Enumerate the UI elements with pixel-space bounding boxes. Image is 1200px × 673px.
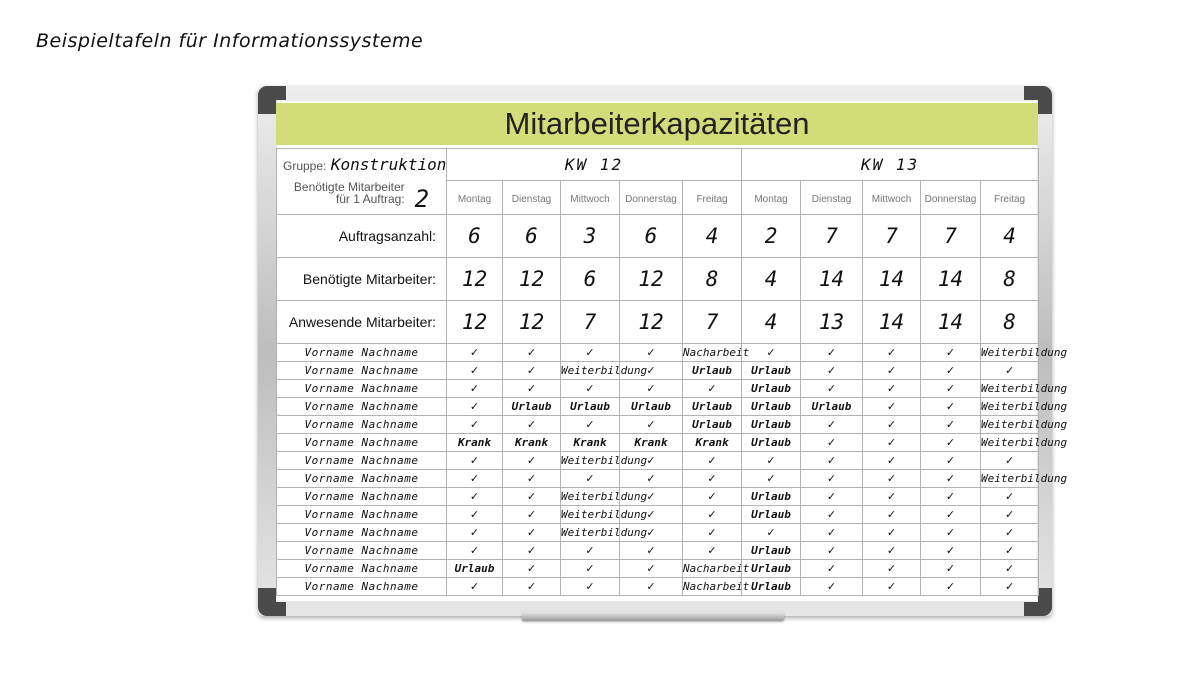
check-icon: ✓ <box>921 398 981 416</box>
status-cell: Urlaub <box>683 416 742 434</box>
day-header <box>683 181 742 215</box>
employee-name: Vorname Nachname <box>277 398 447 416</box>
check-icon: ✓ <box>742 524 801 542</box>
group-value: Konstruktion <box>330 154 447 174</box>
check-icon: ✓ <box>801 434 863 452</box>
employee-row <box>277 542 1039 560</box>
employee-name: Vorname Nachname <box>277 416 447 434</box>
summary-value: 4 <box>742 258 801 301</box>
capacity-grid <box>276 148 1068 596</box>
check-icon: ✓ <box>742 452 801 470</box>
employee-name: Vorname Nachname <box>277 506 447 524</box>
check-icon: ✓ <box>801 524 863 542</box>
day-label: Dienstag <box>811 193 852 205</box>
status-cell: Urlaub <box>742 506 801 524</box>
check-icon: ✓ <box>561 344 620 362</box>
summary-value: 8 <box>981 301 1039 344</box>
employee-name: Vorname Nachname <box>277 380 447 398</box>
employee-row <box>277 488 1039 506</box>
check-icon: ✓ <box>620 578 683 596</box>
check-icon: ✓ <box>863 434 921 452</box>
status-cell: Urlaub <box>742 416 801 434</box>
check-icon: ✓ <box>981 578 1039 596</box>
check-icon: ✓ <box>921 344 981 362</box>
check-icon: ✓ <box>921 506 981 524</box>
check-icon: ✓ <box>863 560 921 578</box>
summary-value: 7 <box>561 301 620 344</box>
summary-value: 6 <box>620 215 683 258</box>
status-cell: Krank <box>447 434 503 452</box>
check-icon: ✓ <box>863 398 921 416</box>
check-icon: ✓ <box>921 524 981 542</box>
summary-value: 8 <box>981 258 1039 301</box>
status-cell: Urlaub <box>683 362 742 380</box>
employee-name: Vorname Nachname <box>277 362 447 380</box>
check-icon: ✓ <box>981 524 1039 542</box>
needed-label-line: für 1 Auftrag: <box>335 192 405 207</box>
summary-row <box>277 258 1039 301</box>
check-icon: ✓ <box>620 452 683 470</box>
check-icon: ✓ <box>620 470 683 488</box>
check-icon: ✓ <box>561 542 620 560</box>
status-cell: Krank <box>620 434 683 452</box>
check-icon: ✓ <box>561 578 620 596</box>
check-icon: ✓ <box>447 542 503 560</box>
day-header <box>801 181 863 215</box>
summary-value: 12 <box>620 301 683 344</box>
day-header <box>447 181 503 215</box>
check-icon: ✓ <box>561 380 620 398</box>
check-icon: ✓ <box>620 488 683 506</box>
check-icon: ✓ <box>863 524 921 542</box>
check-icon: ✓ <box>921 542 981 560</box>
check-icon: ✓ <box>801 416 863 434</box>
check-icon: ✓ <box>683 542 742 560</box>
summary-value: 13 <box>801 301 863 344</box>
needed-label-line: Benötigte Mitarbeiter <box>293 180 405 195</box>
check-icon: ✓ <box>921 452 981 470</box>
check-icon: ✓ <box>981 542 1039 560</box>
summary-row-label: Anwesende Mitarbeiter: <box>277 301 447 344</box>
day-label: Montag <box>754 193 788 205</box>
summary-value: 7 <box>683 301 742 344</box>
status-cell: Urlaub <box>742 488 801 506</box>
summary-row-label: Auftragsanzahl: <box>277 215 447 258</box>
check-icon: ✓ <box>447 380 503 398</box>
status-cell: Weiterbildung <box>981 398 1039 416</box>
summary-row <box>277 301 1039 344</box>
summary-value: 2 <box>742 215 801 258</box>
check-icon: ✓ <box>503 380 561 398</box>
check-icon: ✓ <box>921 416 981 434</box>
check-icon: ✓ <box>503 578 561 596</box>
check-icon: ✓ <box>447 488 503 506</box>
check-icon: ✓ <box>503 362 561 380</box>
employee-row <box>277 434 1039 452</box>
check-icon: ✓ <box>447 398 503 416</box>
check-icon: ✓ <box>620 380 683 398</box>
marker-tray <box>522 612 784 621</box>
summary-value: 4 <box>981 215 1039 258</box>
capacity-table <box>276 148 1068 596</box>
whiteboard <box>276 100 1068 602</box>
check-icon: ✓ <box>683 524 742 542</box>
employee-name: Vorname Nachname <box>277 578 447 596</box>
check-icon: ✓ <box>561 470 620 488</box>
summary-value: 6 <box>447 215 503 258</box>
check-icon: ✓ <box>801 380 863 398</box>
check-icon: ✓ <box>863 362 921 380</box>
summary-value: 6 <box>503 215 561 258</box>
status-cell: Weiterbildung <box>561 506 620 524</box>
status-cell: Krank <box>503 434 561 452</box>
summary-value: 12 <box>620 258 683 301</box>
status-cell: Weiterbildung <box>561 488 620 506</box>
check-icon: ✓ <box>503 488 561 506</box>
employee-name: Vorname Nachname <box>277 434 447 452</box>
check-icon: ✓ <box>503 542 561 560</box>
employee-row <box>277 380 1039 398</box>
employee-row <box>277 416 1039 434</box>
status-cell: Urlaub <box>742 434 801 452</box>
employee-name: Vorname Nachname <box>277 524 447 542</box>
summary-value: 4 <box>742 301 801 344</box>
day-label: Freitag <box>696 193 728 205</box>
check-icon: ✓ <box>801 452 863 470</box>
check-icon: ✓ <box>863 380 921 398</box>
check-icon: ✓ <box>863 578 921 596</box>
check-icon: ✓ <box>981 506 1039 524</box>
employee-row <box>277 560 1039 578</box>
status-cell: Urlaub <box>801 398 863 416</box>
employee-row <box>277 524 1039 542</box>
day-header <box>981 181 1039 215</box>
status-cell: Urlaub <box>683 398 742 416</box>
check-icon: ✓ <box>921 380 981 398</box>
status-cell: Nacharbeit <box>683 578 742 596</box>
check-icon: ✓ <box>620 344 683 362</box>
employee-row <box>277 452 1039 470</box>
needed-per-order-cell <box>277 181 447 215</box>
check-icon: ✓ <box>981 362 1039 380</box>
check-icon: ✓ <box>921 362 981 380</box>
status-cell: Nacharbeit <box>683 344 742 362</box>
summary-value: 14 <box>863 258 921 301</box>
summary-value: 7 <box>801 215 863 258</box>
check-icon: ✓ <box>447 452 503 470</box>
check-icon: ✓ <box>683 452 742 470</box>
group-label: Gruppe: <box>283 158 327 173</box>
week-header <box>447 149 742 181</box>
check-icon: ✓ <box>447 362 503 380</box>
summary-value: 14 <box>863 301 921 344</box>
summary-row-label: Benötigte Mitarbeiter: <box>277 258 447 301</box>
employee-name: Vorname Nachname <box>277 452 447 470</box>
status-cell: Urlaub <box>561 398 620 416</box>
group-cell <box>277 149 447 181</box>
check-icon: ✓ <box>447 470 503 488</box>
check-icon: ✓ <box>620 506 683 524</box>
check-icon: ✓ <box>863 470 921 488</box>
day-label: Freitag <box>993 193 1026 205</box>
status-cell: Urlaub <box>742 380 801 398</box>
check-icon: ✓ <box>801 542 863 560</box>
check-icon: ✓ <box>921 434 981 452</box>
check-icon: ✓ <box>620 416 683 434</box>
employee-row <box>277 506 1039 524</box>
summary-value: 4 <box>683 215 742 258</box>
check-icon: ✓ <box>561 416 620 434</box>
day-label: Mittwoch <box>871 193 912 205</box>
day-header <box>620 181 683 215</box>
check-icon: ✓ <box>620 560 683 578</box>
status-cell: Weiterbildung <box>981 380 1039 398</box>
status-cell: Weiterbildung <box>981 344 1039 362</box>
status-cell: Krank <box>561 434 620 452</box>
needed-per-order-value: 2 <box>414 185 430 214</box>
day-header <box>503 181 561 215</box>
check-icon: ✓ <box>921 488 981 506</box>
board-title: Mitarbeiterkapazitäten <box>276 103 1038 145</box>
status-cell: Urlaub <box>620 398 683 416</box>
check-icon: ✓ <box>503 560 561 578</box>
check-icon: ✓ <box>447 344 503 362</box>
status-cell: Urlaub <box>503 398 561 416</box>
check-icon: ✓ <box>503 524 561 542</box>
check-icon: ✓ <box>620 524 683 542</box>
page-caption: Beispieltafeln für Informationssysteme <box>36 30 424 52</box>
check-icon: ✓ <box>801 560 863 578</box>
week-header <box>742 149 1039 181</box>
check-icon: ✓ <box>981 488 1039 506</box>
status-cell: Weiterbildung <box>981 416 1039 434</box>
status-cell: Weiterbildung <box>561 362 620 380</box>
check-icon: ✓ <box>503 344 561 362</box>
status-cell: Urlaub <box>742 362 801 380</box>
check-icon: ✓ <box>921 560 981 578</box>
employee-name: Vorname Nachname <box>277 542 447 560</box>
employee-name: Vorname Nachname <box>277 344 447 362</box>
check-icon: ✓ <box>863 506 921 524</box>
check-icon: ✓ <box>742 344 801 362</box>
needed-per-order-label <box>294 181 405 205</box>
day-header <box>561 181 620 215</box>
status-cell: Nacharbeit <box>683 560 742 578</box>
check-icon: ✓ <box>863 542 921 560</box>
day-header <box>742 181 801 215</box>
check-icon: ✓ <box>801 506 863 524</box>
check-icon: ✓ <box>561 560 620 578</box>
employee-name: Vorname Nachname <box>277 470 447 488</box>
check-icon: ✓ <box>503 470 561 488</box>
check-icon: ✓ <box>921 578 981 596</box>
status-cell: Weiterbildung <box>561 452 620 470</box>
check-icon: ✓ <box>863 344 921 362</box>
check-icon: ✓ <box>620 542 683 560</box>
week-label: KW 12 <box>564 154 624 174</box>
check-icon: ✓ <box>801 362 863 380</box>
check-icon: ✓ <box>801 344 863 362</box>
employee-row <box>277 362 1039 380</box>
status-cell: Urlaub <box>447 560 503 578</box>
day-label: Mittwoch <box>570 193 610 205</box>
check-icon: ✓ <box>503 416 561 434</box>
check-icon: ✓ <box>742 470 801 488</box>
check-icon: ✓ <box>981 452 1039 470</box>
status-cell: Urlaub <box>742 542 801 560</box>
status-cell: Urlaub <box>742 560 801 578</box>
status-cell: Weiterbildung <box>981 470 1039 488</box>
summary-value: 7 <box>921 215 981 258</box>
summary-value: 12 <box>447 258 503 301</box>
day-label: Donnerstag <box>924 193 977 205</box>
check-icon: ✓ <box>801 488 863 506</box>
check-icon: ✓ <box>981 560 1039 578</box>
check-icon: ✓ <box>683 470 742 488</box>
check-icon: ✓ <box>683 506 742 524</box>
summary-value: 3 <box>561 215 620 258</box>
check-icon: ✓ <box>801 578 863 596</box>
employee-row <box>277 578 1039 596</box>
summary-value: 14 <box>921 301 981 344</box>
summary-value: 6 <box>561 258 620 301</box>
summary-row <box>277 215 1039 258</box>
day-header <box>863 181 921 215</box>
check-icon: ✓ <box>447 506 503 524</box>
summary-value: 12 <box>503 258 561 301</box>
check-icon: ✓ <box>683 488 742 506</box>
employee-name: Vorname Nachname <box>277 560 447 578</box>
check-icon: ✓ <box>447 524 503 542</box>
summary-value: 7 <box>863 215 921 258</box>
employee-name: Vorname Nachname <box>277 488 447 506</box>
check-icon: ✓ <box>503 506 561 524</box>
check-icon: ✓ <box>921 470 981 488</box>
employee-row <box>277 398 1039 416</box>
status-cell: Krank <box>683 434 742 452</box>
check-icon: ✓ <box>863 488 921 506</box>
check-icon: ✓ <box>863 416 921 434</box>
employee-row <box>277 470 1039 488</box>
summary-value: 12 <box>503 301 561 344</box>
day-label: Donnerstag <box>625 193 677 205</box>
summary-value: 14 <box>921 258 981 301</box>
status-cell: Weiterbildung <box>561 524 620 542</box>
summary-value: 8 <box>683 258 742 301</box>
week-header-row <box>277 149 1039 181</box>
status-cell: Urlaub <box>742 398 801 416</box>
check-icon: ✓ <box>801 470 863 488</box>
day-label: Montag <box>457 193 492 205</box>
status-cell: Urlaub <box>742 578 801 596</box>
check-icon: ✓ <box>863 452 921 470</box>
day-label: Dienstag <box>511 193 552 205</box>
employee-row <box>277 344 1039 362</box>
check-icon: ✓ <box>503 452 561 470</box>
status-cell: Weiterbildung <box>981 434 1039 452</box>
day-header-row <box>277 181 1039 215</box>
day-header <box>921 181 981 215</box>
check-icon: ✓ <box>683 380 742 398</box>
week-label: KW 13 <box>860 154 920 174</box>
check-icon: ✓ <box>447 416 503 434</box>
summary-value: 14 <box>801 258 863 301</box>
summary-value: 12 <box>447 301 503 344</box>
check-icon: ✓ <box>620 362 683 380</box>
check-icon: ✓ <box>447 578 503 596</box>
